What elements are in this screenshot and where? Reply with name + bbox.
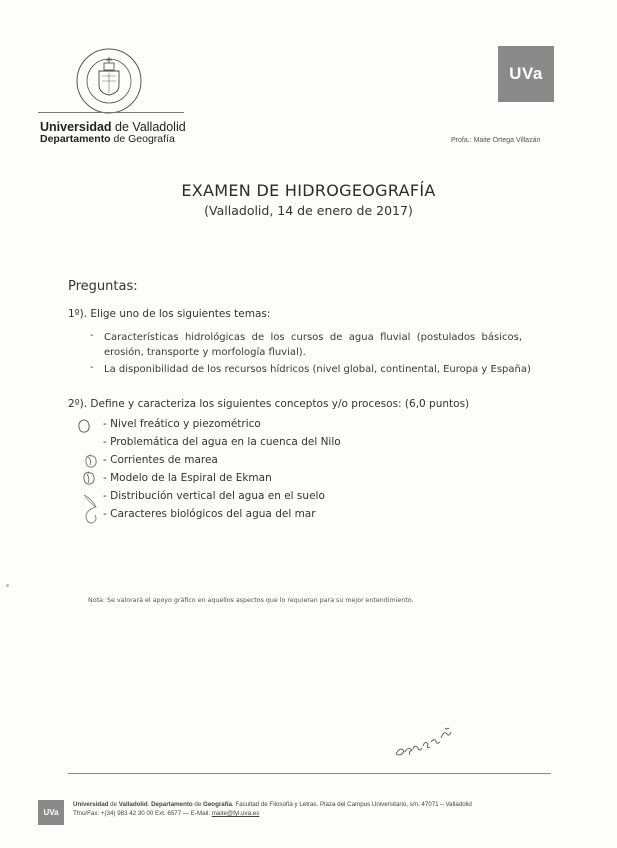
department-name: Departamento de Geografía: [40, 133, 175, 145]
question-1-option-1: [90, 330, 522, 360]
university-seal: [72, 46, 146, 116]
concept-item: - Corrientes de marea: [103, 454, 218, 466]
exam-title: EXAMEN DE HIDROGEOGRAFÍA: [181, 181, 436, 200]
footer-email-link[interactable]: maite@fyl.uva.es: [211, 810, 260, 817]
bullet-dash: -: [90, 330, 94, 341]
option-text: Características hidrológicas de los cursos de agua fluvial (postulados básicos, erosión, transporte y morfología fluvial).: [104, 332, 522, 358]
professor-name: Profa.: Maite Ortega Villazán: [451, 137, 541, 144]
handwritten-signature: [393, 722, 457, 762]
scan-speck: [6, 584, 9, 587]
header-rule: [38, 112, 184, 113]
questions-heading: Preguntas:: [68, 279, 138, 294]
concept-item: - Distribución vertical del agua en el suelo: [103, 490, 325, 502]
footer-address: Universidad de Valladolid. Departamento de Geografía. Facultad de Filosofía y Letras. Plaza del Campus Universitario, s/n. 47071 – Valladolid: [73, 801, 472, 808]
question-1-option-2: [90, 362, 550, 377]
concept-item: - Problemática del agua en la cuenca del Nilo: [103, 436, 341, 448]
question-2-label: 2º). Define y caracteriza los siguientes conceptos y/o procesos: (6,0 puntos): [68, 398, 470, 410]
handwritten-bracket-mark: [79, 491, 103, 527]
concept-item: - Nivel freático y piezométrico: [103, 418, 261, 430]
footer-contact: Tfno/Fax: +(34) 983 42 30 00 Ext. 6577 — E-Mail: maite@fyl.uva.es: [73, 810, 260, 817]
bullet-dash: -: [90, 362, 94, 373]
exam-note: Nota: Se valorará el apoyo gráfico en aquellos aspectos que lo requieran para su mejor entendimiento.: [88, 597, 414, 604]
handwritten-circle-mark: [74, 416, 94, 436]
university-name: Universidad de Valladolid: [40, 120, 186, 134]
handwritten-circle-mark: [82, 452, 100, 470]
uva-logo: UVa: [498, 46, 554, 102]
exam-subtitle: (Valladolid, 14 de enero de 2017): [204, 203, 413, 218]
concept-item: - Caracteres biológicos del agua del mar: [103, 508, 316, 520]
handwritten-circle-mark: [80, 469, 98, 487]
option-text: La disponibilidad de los recursos hídricos (nivel global, continental, Europa y España): [104, 364, 531, 375]
question-1-label: 1º). Elige uno de los siguientes temas:: [68, 308, 271, 320]
concept-item: - Modelo de la Espiral de Ekman: [103, 472, 272, 484]
footer-uva-logo: UVa: [38, 800, 64, 825]
footer-rule: [68, 773, 551, 774]
